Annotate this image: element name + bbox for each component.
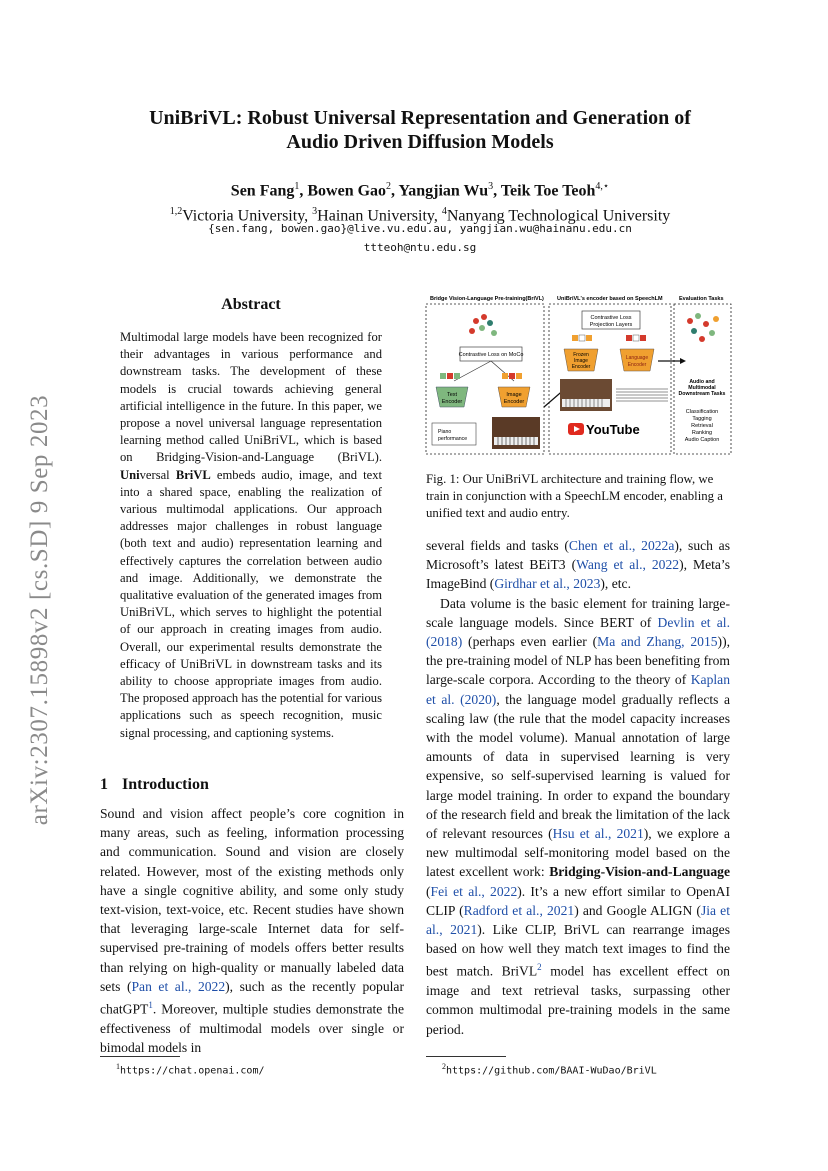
footnote-link[interactable]: 1 [148, 1000, 153, 1011]
footnote-2: $^2$https://github.com/BAAI-WuDao/BriVL [442, 1062, 657, 1077]
abstract-heading: Abstract [221, 296, 281, 313]
svg-text:Downstream Tasks: Downstream Tasks [678, 391, 726, 397]
svg-text:Image: Image [506, 392, 522, 398]
footnote-rule [426, 1056, 506, 1057]
citation-link[interactable]: Ma and Zhang, 2015 [597, 634, 718, 650]
svg-text:Contrastive Loss on MoCo: Contrastive Loss on MoCo [458, 352, 524, 358]
footnote-1: $^1$https://chat.openai.com/ [116, 1062, 265, 1077]
arxiv-watermark: arXiv:2307.15898v2 [cs.SD] 9 Sep 2023 [26, 394, 53, 826]
svg-text:Multimodal: Multimodal [688, 385, 716, 391]
title-line-2: Audio Driven Diffusion Models [286, 131, 554, 153]
citation-link[interactable]: Devlin et al. (2018) [426, 614, 730, 650]
footnote-link[interactable]: 2 [537, 962, 542, 973]
figure-caption: Fig. 1: Our UniBriVL architecture and training flow, we train in conjunction with a SpeechLM encoder, enabling a unified text and audio entry. [426, 472, 723, 520]
svg-text:Audio Caption: Audio Caption [684, 437, 720, 443]
svg-text:Contrastive Loss: Contrastive Loss [590, 315, 632, 321]
author-names: Sen Fang$^1$, Bowen Gao$^2$, Yangjian Wu$^3$, Teik Toe Teoh$^{4,⋆}$ [230, 181, 610, 200]
fig-header-eval: Evaluation Tasks [679, 296, 724, 302]
citation-link[interactable]: Jia et al., 2021 [426, 902, 730, 938]
citation-link[interactable]: Radford et al., 2021 [463, 902, 575, 918]
svg-text:Image: Image [574, 358, 588, 364]
svg-text:Encoder: Encoder [503, 399, 525, 405]
author-emails: {sen.fang, bowen.gao}@live.vu.edu.au, yangjian.wu@hainanu.edu.cn ttteoh@ntu.edu.sg [208, 222, 632, 254]
paper-title [100, 106, 740, 154]
abstract-text: Multimodal large models have been recognized for their advantages in various performance and downstream tasks. The development of these models is crucial towards achieving general artificial intelligence in the future. In this paper, we propose a novel universal language representation learning method called UniBriVL, which is based on Bridging-Vision-and-Language (BriVL). Universal BriVL embeds audio, image, and text into a shared space, enabling the realization of various multimodal applications. Our approach addresses major challenges in robust language (both text and audio) representation learning and effectively captures the correlation between audio and image. Additionally, we demonstrate the qualitative evaluation of the generated images from UniBriVL, which serves to highlight the potential of our approach in creating images from audio. Overall, our experimental results demonstrate the efficacy of UniBriVL in downstream tasks and its ability to choose appropriate images from audio. The proposed approach has the potential for various applications such as speech recognition, music signal processing, and captioning systems. [120, 330, 383, 740]
svg-text:Text: Text [446, 392, 458, 398]
svg-text:Tagging: Tagging [692, 416, 712, 422]
svg-text:Frozen: Frozen [573, 352, 589, 358]
svg-text:Ranking: Ranking [691, 430, 713, 436]
citation-link[interactable]: Kaplan et al. (2020) [426, 672, 730, 707]
citation-link[interactable]: Wang et al., 2022 [576, 557, 680, 573]
svg-text:Retrieval: Retrieval [691, 423, 713, 429]
svg-text:Language: Language [625, 355, 649, 361]
intro-heading: 1 Introduction [100, 776, 209, 793]
svg-text:Projection Layers: Projection Layers [589, 322, 633, 328]
paragraph: several fields and tasks (Chen et al., 2022a), such as Microsoft’s latest BEiT3 (Wang et al., 2022), Meta’s ImageBind (Girdhar et al., 2023), etc. [426, 538, 730, 592]
footnote-rule [100, 1056, 180, 1057]
svg-text:Classification: Classification [685, 409, 719, 415]
citation-link[interactable]: Hsu et al., 2021 [552, 826, 644, 842]
right-column-text [426, 536, 730, 1039]
citation-link[interactable]: Chen et al., 2022a [568, 538, 675, 553]
citation-link[interactable]: Fei et al., 2022 [430, 883, 518, 899]
fig-header-brivl: Bridge Vision-Language Pre-training(BriVL) [430, 296, 544, 302]
svg-text:performance: performance [438, 436, 468, 442]
svg-text:Encoder: Encoder [441, 399, 463, 405]
svg-text:Encoder: Encoder [571, 364, 591, 370]
youtube-logo-text: YouTube [586, 422, 640, 437]
svg-text:Encoder: Encoder [627, 362, 647, 368]
paragraph: Data volume is the basic element for training large-scale language models. Since BERT of Devlin et al. (2018) (perhaps even earlier (Ma and Zhang, 2015)), the pre-training model of NLP has been benefiting from large-scale corpora. According to the theory of Kaplan et al. (2020), the language model gradually reflects a scaling law (the rule that the model capacity increases with the model volume). Manual annotation of large amounts of data in supervised learning is very expensive, so self-supervised learning is valued for large model training. In order to expand the boundary of the research field and break the limitation of the lack of relevant resources (Hsu et al., 2021), we explore a new multimodal self-monitoring model based on the latest excellent work: Bridging-Vision-and-Language (Fei et al., 2022). It’s a new effort similar to OpenAI CLIP (Radford et al., 2021) and Google ALIGN (Jia et al., 2021). Like CLIP, BriVL can rearrange images based on how well they match text images to find the best match. BriVL$^2$ model has excellent effect on image and text retrieval tasks, surpassing other common multimodal pre-training models in the same period. [426, 595, 731, 1037]
title-line-1: UniBriVL: Robust Universal Representation and Generation of [149, 107, 691, 129]
svg-text:Audio and: Audio and [689, 379, 715, 385]
intro-paragraph: Sound and vision affect people’s core cognition in many areas, such as feeling, information processing and communication. Sound and vision are closely related. However, most of the existing methods only have a single cognitive ability, and some only study text-vision, text-voice, etc. Recent studies have shown that leveraging large-scale Internet data for self-supervised pre-training of models offers better results than relying on high-quality or manually labeled data sets (Pan et al., 2022), such as the recently popular chatGPT$^1$. Moreover, multiple studies demonstrate the effectiveness of multimodal models over single or bimodal models in [100, 806, 404, 1055]
citation-link[interactable]: Pan et al., 2022 [131, 978, 226, 994]
affiliations: $^{1,2}$Victoria University, $^3$Hainan University, $^4$Nanyang Technological University [169, 206, 671, 225]
svg-text:Piano: Piano [438, 429, 452, 435]
citation-link[interactable]: Girdhar et al., 2023 [494, 576, 601, 592]
fig-header-speechlm: UniBriVL's encoder based on SpeechLM [557, 296, 663, 302]
figure-1 [424, 291, 734, 461]
